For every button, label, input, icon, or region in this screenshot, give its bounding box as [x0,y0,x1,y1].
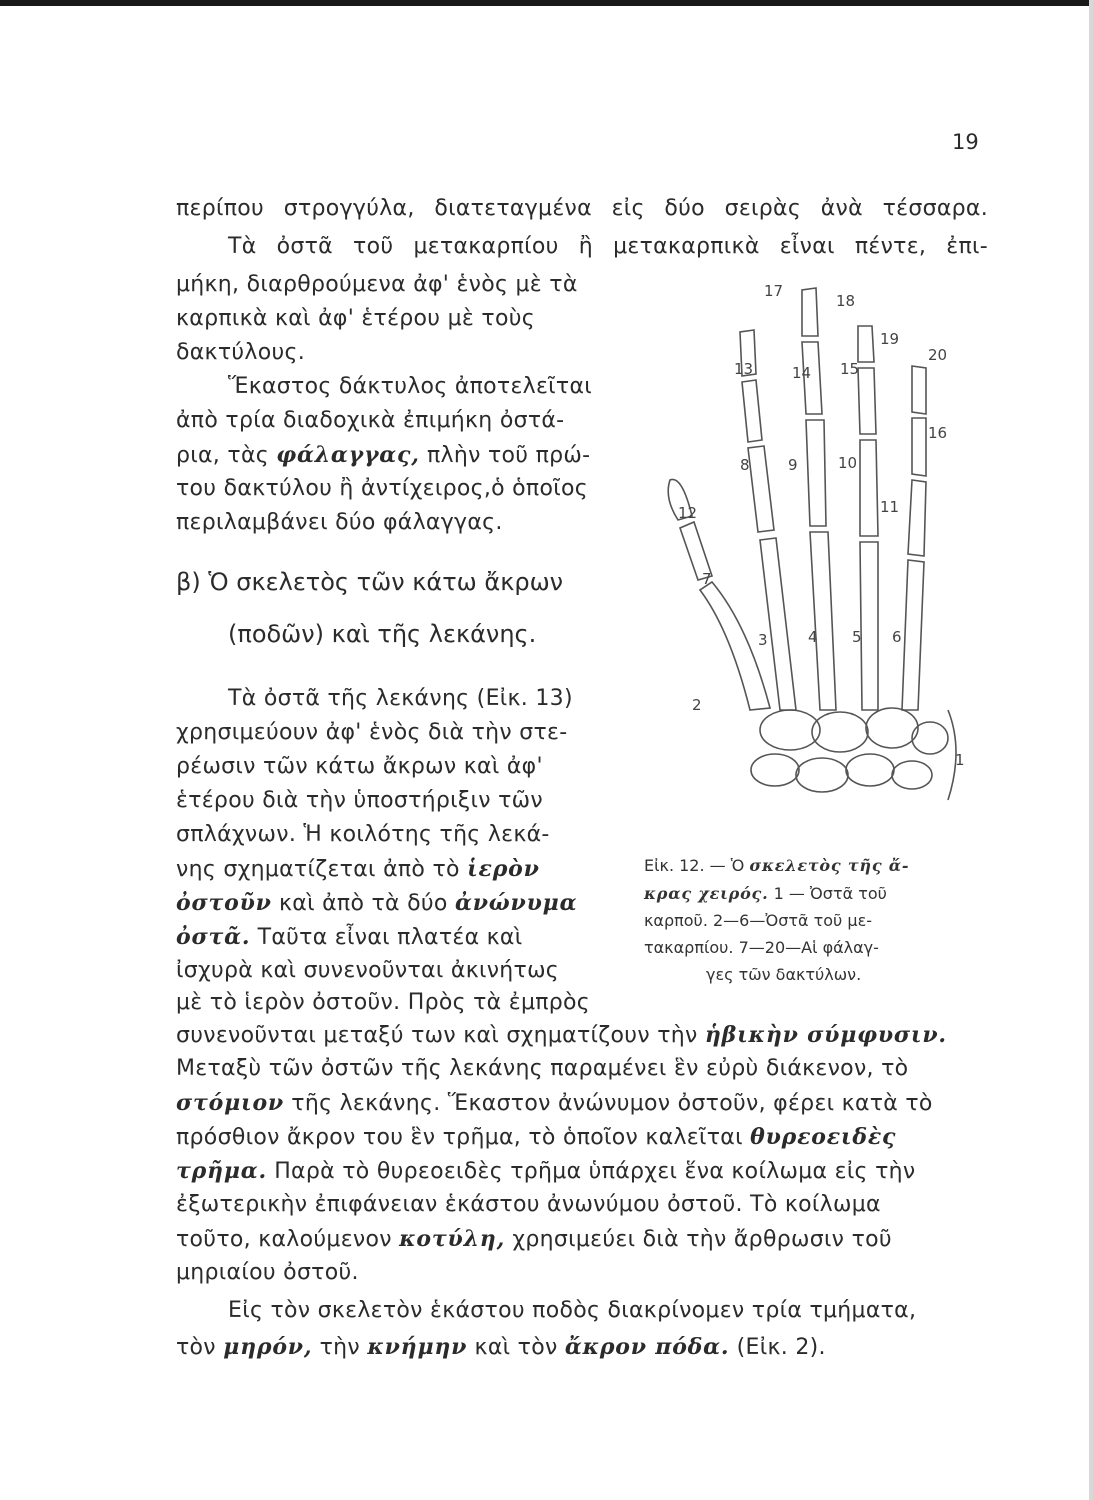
section-heading-cont: (ποδῶν) καὶ τῆς λεκάνης. [228,620,537,648]
text-line: ἀπὸ τρία διαδοχικὰ ἐπιμήκη ὀστά- [176,408,565,433]
scan-edge-top [0,0,1093,6]
text-line: μὲ τὸ ἱερὸν ὀστοῦν. Πρὸς τὰ ἐμπρὸς [176,990,591,1015]
text-line: μήκη, διαρθρούμενα ἀφ' ἑνὸς μὲ τὰ [176,272,578,297]
text-line: σπλάχνων. Ἡ κοιλότης τῆς λεκά- [176,822,550,847]
figure-label: 20 [928,346,948,364]
text-line: ἐξωτερικὴν ἐπιφάνειαν ἑκάστου ἀνωνύμου ὀστοῦ. Τὸ κοίλωμα [176,1192,881,1217]
figure-label: 15 [840,360,860,378]
figure-label: 2 [692,696,702,714]
term-tibia: κνήμην [367,1334,468,1360]
term-obturator: θυρεοειδὲς [750,1124,897,1150]
text-line: Μεταξὺ τῶν ὀστῶν τῆς λεκάνης παραμένει ἓν εὐρὺ διάκενον, τὸ [176,1056,909,1081]
figure-caption-line: κρας χειρός. 1 — Ὀστᾶ τοῦ [644,884,887,903]
figure-label: 5 [852,628,862,646]
figure-caption-line: τακαρπίου. 7—20—Αἱ φάλαγ- [644,938,879,957]
text-line: του δακτύλου ἢ ἀντίχειρος,ὁ ὁποῖος [176,476,588,501]
text-line: Τὰ ὀστᾶ τοῦ μετακαρπίου ἢ μετακαρπικὰ εἶναι πέντε, ἐπι- [228,234,988,259]
figure-label: 10 [838,454,858,472]
page-number: 19 [952,130,979,154]
text-line: δακτύλους. [176,340,306,365]
text-line: χρησιμεύουν ἀφ' ἑνὸς διὰ τὴν στε- [176,720,568,745]
term-femur: μηρόν, [223,1334,313,1360]
section-heading: β) Ὁ σκελετὸς τῶν κάτω ἄκρων [176,568,564,596]
text-line: ἑτέρου διὰ τὴν ὑποστήριξιν τῶν [176,788,543,813]
figure-label: 16 [928,424,948,442]
term-sacrum: ἱερὸν [467,856,540,882]
figure-label: 3 [758,631,768,649]
scan-edge-right [1089,0,1093,1500]
text-line: ρέωσιν τῶν κάτω ἄκρων καὶ ἀφ' [176,754,543,779]
text-line: στόμιον τῆς λεκάνης. Ἕκαστον ἀνώνυμον ὀστοῦν, φέρει κατὰ τὸ [176,1090,933,1116]
figure-caption-line: Εἰκ. 12. — Ὁ σκελετὸς τῆς ἄ- [644,856,910,875]
text-line: Εἰς τὸν σκελετὸν ἑκάστου ποδὸς διακρίνομεν τρία τμήματα, [228,1298,917,1323]
text-line: ὀστᾶ. Ταῦτα εἶναι πλατέα καὶ [176,924,523,950]
text-line: νης σχηματίζεται ἀπὸ τὸ ἱερὸν [176,856,540,882]
term-innominate: ἀνώνυμα [455,890,578,916]
figure-label: 9 [788,456,798,474]
term-phalanges: φάλαγγας, [276,442,420,468]
figure-label: 19 [880,330,900,348]
figure-label: 6 [892,628,902,646]
term-pubic-symphysis: ἡβικὴν σύμφυσιν. [704,1022,947,1048]
text-line: ρια, τὰς φάλαγγας, πλὴν τοῦ πρώ- [176,442,591,468]
text-line: πρόσθιον ἄκρον του ἓν τρῆμα, τὸ ὁποῖον καλεῖται θυρεοειδὲς [176,1124,897,1150]
figure-label: 12 [678,504,698,522]
hand-skeleton-figure [630,270,970,830]
term-inlet: στόμιον [176,1090,284,1116]
figure-label: 1 [955,751,965,769]
text-line: τοῦτο, καλούμενον κοτύλη, χρησιμεύει διὰ τὴν ἄρθρωσιν τοῦ [176,1226,892,1252]
text-line: μηριαίου ὀστοῦ. [176,1260,359,1285]
figure-label: 14 [792,364,812,382]
text-line: Τὰ ὀστᾶ τῆς λεκάνης (Εἰκ. 13) [228,686,573,711]
text-line: ἰσχυρὰ καὶ συνενοῦνται ἀκινήτως [176,958,560,983]
figure-label: 17 [764,282,784,300]
text-line: ὀστοῦν καὶ ἀπὸ τὰ δύο ἀνώνυμα [176,890,578,916]
figure-label: 8 [740,456,750,474]
text-line: συνενοῦνται μεταξύ των καὶ σχηματίζουν τὴν ἡβικὴν σύμφυσιν. [176,1022,947,1048]
term-foot: ἄκρον πόδα. [564,1334,730,1360]
text-line: περιλαμβάνει δύο φάλαγγας. [176,510,503,535]
hand-bones [668,288,956,800]
figure-caption-line: γες τῶν δακτύλων. [706,965,862,984]
figure-label: 18 [836,292,856,310]
figure-label: 13 [734,360,754,378]
figure-caption-line: καρποῦ. 2—6—Ὀστᾶ τοῦ με- [644,911,872,930]
text-line: τὸν μηρόν, τὴν κνήμην καὶ τὸν ἄκρον πόδα. (Εἰκ. 2). [176,1334,826,1360]
text-line: καρπικὰ καὶ ἀφ' ἑτέρου μὲ τοὺς [176,306,535,331]
text-line: τρῆμα. Παρὰ τὸ θυρεοειδὲς τρῆμα ὑπάρχει ἕνα κοίλωμα εἰς τὴν [176,1158,916,1184]
figure-label: 7 [702,570,712,588]
text-line: Ἕκαστος δάκτυλος ἀποτελεῖται [228,374,593,399]
figure-label: 4 [808,628,818,646]
text-line: περίπου στρογγύλα, διατεταγμένα εἰς δύο σειρὰς ἀνὰ τέσσαρα. [176,196,988,221]
term-acetabulum: κοτύλη, [399,1226,506,1252]
figure-label: 11 [880,498,900,516]
